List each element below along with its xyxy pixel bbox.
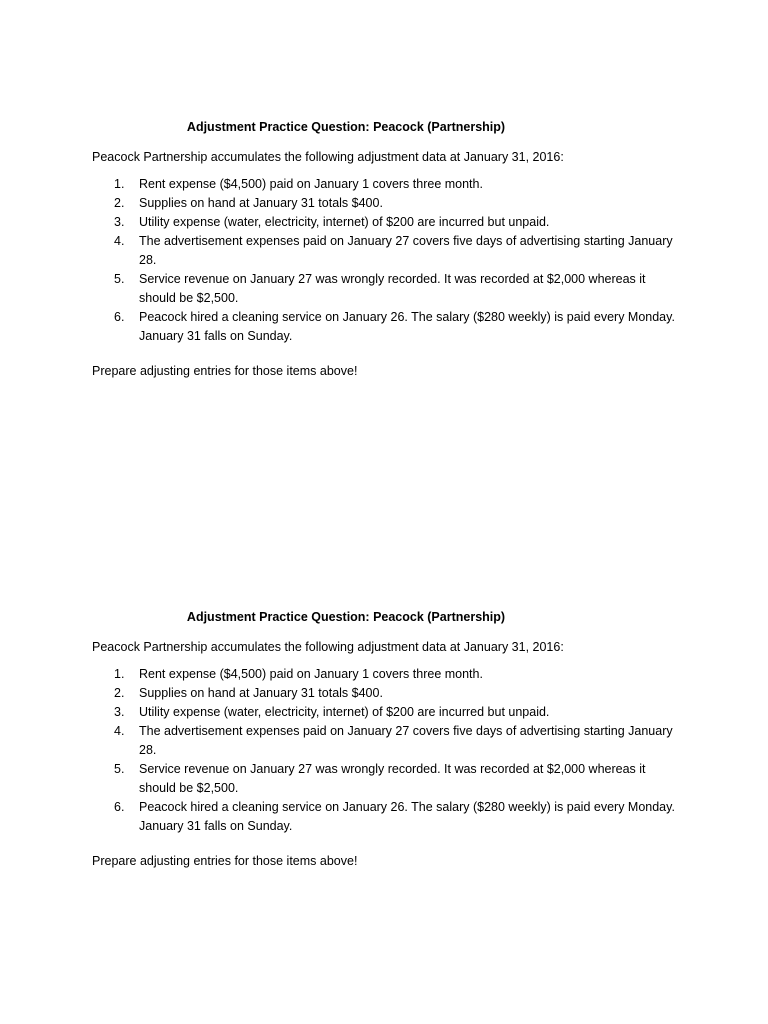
list-item [92, 175, 679, 194]
item-text: Rent expense ($4,500) paid on January 1 covers three month. [139, 177, 483, 191]
list-item [92, 308, 679, 346]
item-number: 1. [114, 177, 125, 191]
item-number: 5. [114, 762, 125, 776]
item-text: Service revenue on January 27 was wrongly recorded. It was recorded at $2,000 whereas it should be $2,500. [139, 272, 646, 305]
item-number: 2. [114, 686, 125, 700]
item-text: Peacock hired a cleaning service on January 26. The salary ($280 weekly) is paid every Monday. January 31 falls on Sunday. [139, 800, 675, 833]
question-instruction: Prepare adjusting entries for those items above! [92, 364, 358, 378]
item-text: Supplies on hand at January 31 totals $400. [139, 686, 383, 700]
item-text: Peacock hired a cleaning service on January 26. The salary ($280 weekly) is paid every Monday. January 31 falls on Sunday. [139, 310, 675, 343]
list-item [92, 232, 679, 270]
item-number: 1. [114, 667, 125, 681]
list-item [92, 703, 679, 722]
list-item [92, 213, 679, 232]
item-text: Utility expense (water, electricity, internet) of $200 are incurred but unpaid. [139, 215, 550, 229]
list-item [92, 194, 679, 213]
item-number: 3. [114, 705, 125, 719]
item-number: 3. [114, 215, 125, 229]
item-number: 6. [114, 310, 125, 324]
question-instruction: Prepare adjusting entries for those items above! [92, 854, 358, 868]
item-number: 4. [114, 234, 125, 248]
question-section-2 [92, 608, 692, 870]
list-item [92, 798, 679, 836]
list-item [92, 684, 679, 703]
adjustment-list [92, 175, 692, 346]
question-title: Adjustment Practice Question: Peacock (Partnership) [186, 120, 506, 134]
item-number: 5. [114, 272, 125, 286]
question-title: Adjustment Practice Question: Peacock (Partnership) [186, 610, 506, 624]
item-text: Service revenue on January 27 was wrongly recorded. It was recorded at $2,000 whereas it should be $2,500. [139, 762, 646, 795]
list-item [92, 665, 679, 684]
item-text: Utility expense (water, electricity, internet) of $200 are incurred but unpaid. [139, 705, 550, 719]
item-text: The advertisement expenses paid on January 27 covers five days of advertising starting January 28. [139, 724, 673, 757]
question-intro: Peacock Partnership accumulates the following adjustment data at January 31, 2016: [92, 640, 564, 654]
adjustment-list [92, 665, 692, 836]
item-number: 4. [114, 724, 125, 738]
item-number: 2. [114, 196, 125, 210]
list-item [92, 722, 679, 760]
item-text: Supplies on hand at January 31 totals $400. [139, 196, 383, 210]
list-item [92, 270, 679, 308]
item-text: Rent expense ($4,500) paid on January 1 covers three month. [139, 667, 483, 681]
item-number: 6. [114, 800, 125, 814]
item-text: The advertisement expenses paid on January 27 covers five days of advertising starting January 28. [139, 234, 673, 267]
list-item [92, 760, 679, 798]
question-section-1 [92, 118, 692, 380]
question-intro: Peacock Partnership accumulates the following adjustment data at January 31, 2016: [92, 150, 564, 164]
